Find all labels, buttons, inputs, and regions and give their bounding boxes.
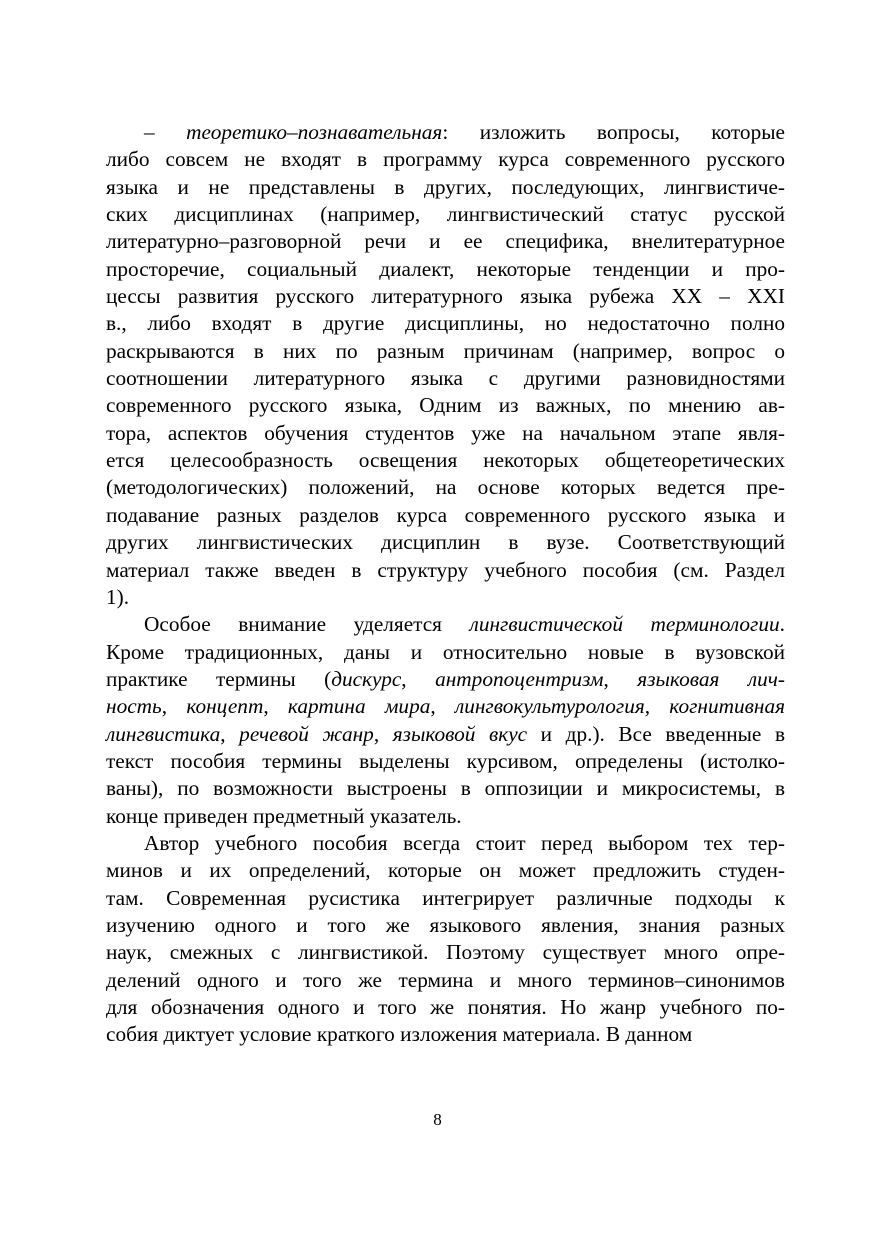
italic-term: лингвистической терминологии [469,612,780,637]
text-line [106,447,785,474]
text-run: тора, аспектов обучения студентов уже на начальном этапе явля- [106,420,785,445]
text-run: изучению одного и того же языкового явления, знания разных [106,912,785,937]
text-line [106,174,785,201]
italic-term: языковая лич- [637,666,786,691]
text-line [106,857,785,884]
page-number: 8 [433,1110,442,1129]
text-run: , [220,721,240,746]
text-run: . [779,612,785,637]
text-run: раскрываются в них по разным причинам (например, вопрос о [106,338,785,363]
text-run: Кроме традиционных, даны и относительно новые в вузовской [106,639,785,664]
text-line [106,146,785,173]
text-line [106,967,785,994]
text-run: , [161,694,187,719]
text-line [106,666,785,693]
text-run: для обозначения одного и того же понятия. Но жанр учебного по- [106,995,785,1019]
text-run: либо совсем не входят в программу курса современного русского [106,147,785,172]
text-run: цессы развития русского литературного языка рубежа XX – XXI [106,284,785,309]
text-line [106,830,785,857]
text-run: там. Современная русистика интегрирует различные подходы к [106,885,785,910]
text-run: конце приведен предметный указатель. [106,803,462,828]
body-text [106,119,785,1049]
text-line [106,310,785,337]
text-run: ется целесообразность освещения некоторых общетеоретических [106,448,785,473]
text-line [106,803,785,830]
italic-term: лингвокультурология, когнитивная [454,694,785,719]
text-run: – [144,120,187,144]
text-line [106,256,785,283]
text-run: других лингвистических дисциплин в вузе. Соответствующий [106,530,785,555]
text-run: литературно–разговорной речи и ее специфика, внелитературное [106,229,785,254]
text-run: текст пособия термины выделены курсивом, определены (истолко- [106,748,785,773]
text-line [106,912,785,939]
text-run: и др.). Все введенные в [527,721,785,746]
text-line [106,584,785,611]
text-line [106,557,785,584]
text-run: 1). [106,584,130,609]
text-run: подавание разных разделов курса современного русского языка и [106,502,785,527]
text-run: ваны), по возможности выстроены в оппозиции и микросистемы, в [106,776,785,801]
italic-term: картина мира [287,694,431,719]
text-run: Автор учебного пособия всегда стоит перед выбором тех тер- [144,830,785,855]
text-run: , [263,694,288,719]
text-run: Особое внимание уделяется [144,612,470,637]
text-line [106,775,785,802]
text-run: делений одного и того же термина и много терминов–синонимов [106,967,785,992]
text-line [106,420,785,447]
text-run: современного русского языка, Одним из важных, по мнению ав- [106,393,785,418]
italic-term: дискурс [331,666,402,691]
italic-term: ность [106,694,162,719]
italic-term: концепт [186,694,264,719]
italic-term: лингвистика [106,721,221,746]
text-line [106,639,785,666]
italic-term: речевой жанр [239,721,374,746]
text-line [106,201,785,228]
text-line [106,721,785,748]
text-line [106,283,785,310]
italic-term: языковой вкус [392,721,528,746]
italic-term: антропоцентризм [435,666,604,691]
text-run: языка и не представлены в других, последующих, лингвистиче- [106,174,785,199]
text-run: : изложить вопросы, которые [442,120,785,144]
text-run: , [430,694,455,719]
text-line [106,502,785,529]
text-line [106,228,785,255]
text-line [106,693,785,720]
text-line [106,392,785,419]
text-run: просторечие, социальный диалект, некоторые тенденции и про- [106,256,785,281]
text-run: (методологических) положений, на основе которых ведется пре- [106,475,785,500]
text-line [106,1021,785,1048]
text-run: , [603,666,638,691]
text-run: , [373,721,393,746]
text-run: в., либо входят в другие дисциплины, но недостаточно полно [106,311,785,336]
text-run: материал также введен в структуру учебного пособия (см. Раздел [106,557,785,582]
text-run: соотношении литературного языка с другими разновидностями [106,366,785,391]
text-line [106,529,785,556]
text-line [106,365,785,392]
paragraph [106,119,785,611]
text-run: минов и их определений, которые он может предложить студен- [106,858,785,883]
text-run: , [401,666,436,691]
italic-term: теоретико–познавательная [186,120,443,144]
text-line [106,119,785,146]
text-line [106,939,785,966]
text-line [106,611,785,638]
text-run: ских дисциплинах (например, лингвистический статус русской [106,202,785,227]
paragraph [106,611,785,830]
paragraph [106,830,785,1049]
text-run: наук, смежных с лингвистикой. Поэтому существует много опре- [106,940,785,965]
text-line [106,885,785,912]
text-line [106,474,785,501]
text-run: практике термины ( [106,666,332,691]
text-line [106,994,785,1021]
text-line [106,338,785,365]
text-line [106,748,785,775]
text-run: собия диктует условие краткого изложения материала. В данном [106,1022,693,1047]
